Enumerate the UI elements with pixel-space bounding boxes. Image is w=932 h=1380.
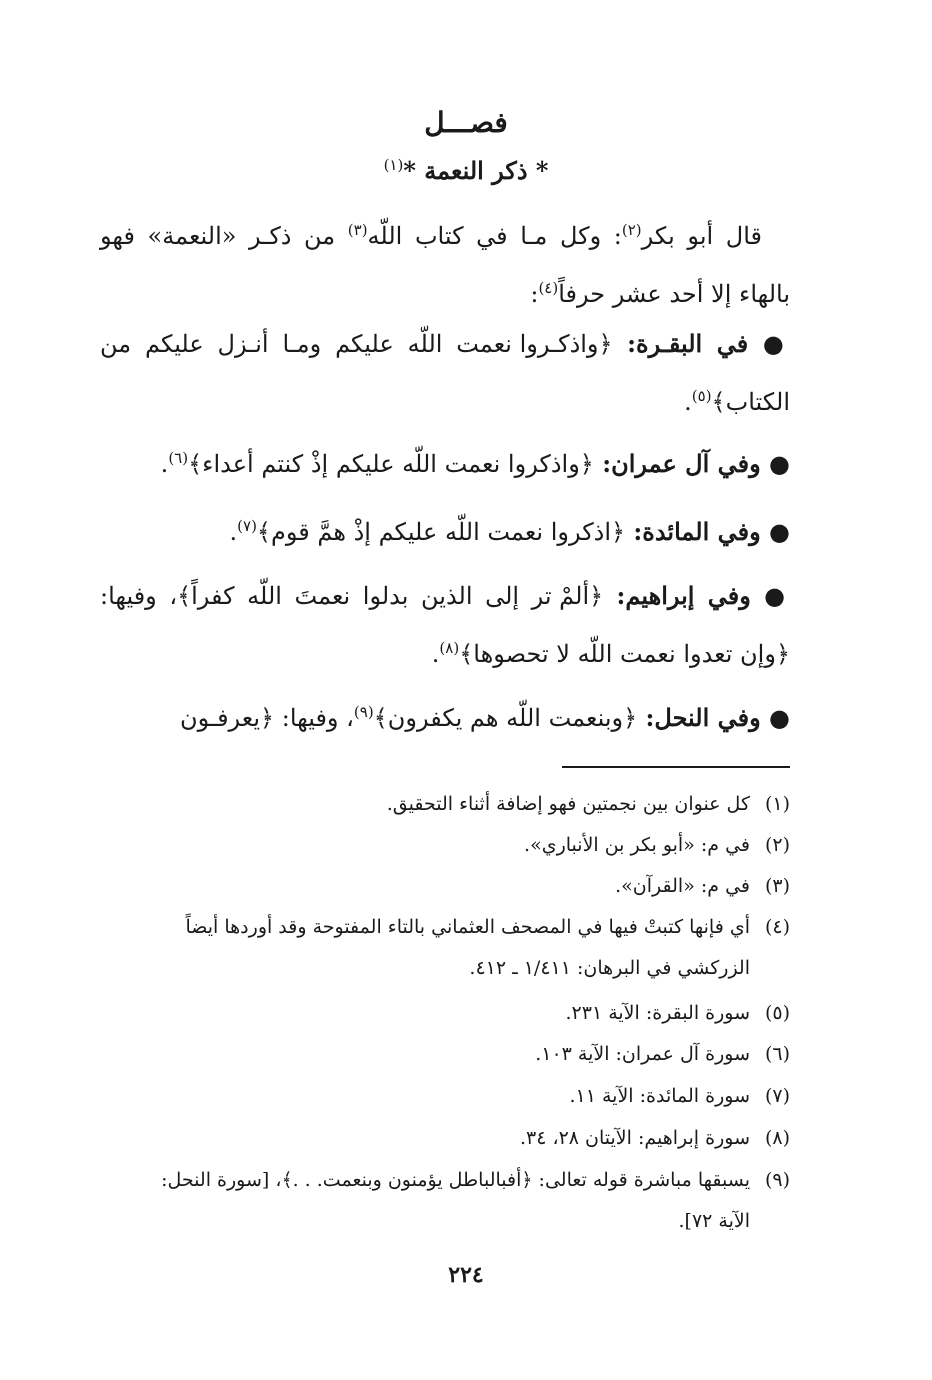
surah-label: ● وفي المائدة: <box>625 517 790 546</box>
footnote-4 <box>100 907 790 989</box>
chapter-title: فصـــل <box>424 106 508 139</box>
footnote-text: في م: «أبو بكر بن الأنباري». <box>524 834 750 856</box>
verse-text: ﴿اذكروا نعمت اللّه عليكم إذْ همَّ قوم﴾ <box>256 518 626 546</box>
section-subtitle <box>0 156 932 185</box>
footnote-text: سورة البقرة: الآية ٢٣١. <box>565 1002 750 1024</box>
footnote-continuation: الآية ٧٢]. <box>678 1210 750 1232</box>
footnote-ref[interactable]: (١) <box>383 156 404 174</box>
footnote-continuation: الزركشي في البرهان: ١/٤١١ ـ ٤١٢. <box>469 957 750 979</box>
footnote-text: أي فإنها كتبتْ فيها في المصحف العثماني بالتاء المفتوحة وقد أوردها أيضاً <box>185 916 750 938</box>
footnote-ref[interactable]: (٤) <box>538 279 559 297</box>
footnote-ref[interactable]: (٩) <box>353 703 374 721</box>
verse-tail: ، وفيها: ﴿يعرفـون <box>180 704 354 732</box>
surah-label: ● في البقـرة: <box>612 329 790 358</box>
verse-text: ﴿واذكـروا نعمت اللّه عليكم ومـا أنـزل عليكم من الكتاب﴾ <box>100 330 790 416</box>
surah-label: ● وفي آل عمران: <box>593 449 790 478</box>
footnote-text: كل عنوان بين نجمتين فهو إضافة أثناء التحقيق. <box>386 793 750 815</box>
footnote-7 <box>100 1076 790 1117</box>
footnote-number: (٦) <box>764 1043 790 1065</box>
intro-text-1: قال أبو بكر <box>641 222 763 250</box>
footnote-ref[interactable]: (٧) <box>237 517 257 535</box>
footnote-ref[interactable]: (٣) <box>347 221 368 239</box>
footnote-8 <box>100 1118 790 1159</box>
footnote-text: يسبقها مباشرة قوله تعالى: ﴿أفبالباطل يؤمنون وبنعمت. . .﴾، [سورة النحل: <box>161 1169 750 1191</box>
surah-label: ● وفي إبراهيم: <box>603 581 790 610</box>
intro-text-4: : <box>530 280 539 308</box>
verse-entry-ibrahim <box>100 570 790 680</box>
footnote-number: (٣) <box>764 875 790 897</box>
footnote-number: (١) <box>764 793 790 815</box>
footnote-5 <box>100 993 790 1034</box>
footnote-3 <box>100 866 790 907</box>
verse-tail: . <box>229 518 238 546</box>
footnote-text: في م: «القرآن». <box>615 875 750 897</box>
page-number: ٢٢٤ <box>448 1262 484 1288</box>
footnote-text: سورة آل عمران: الآية ١٠٣. <box>535 1043 750 1065</box>
verse-text: ﴿ألمْ تر إلى الذين بدلوا نعمتَ اللّه كفراً﴾، وفيها: ﴿وإن تعدوا نعمت اللّه لا تحصوها﴾ <box>100 582 790 668</box>
intro-paragraph <box>100 204 790 320</box>
footnote-number: (٧) <box>764 1085 790 1107</box>
footnote-number: (٩) <box>764 1169 790 1191</box>
footnote-ref[interactable]: (٢) <box>621 221 642 239</box>
surah-label: ● وفي النحل: <box>637 703 790 732</box>
verse-entry-nahl <box>100 686 790 744</box>
verse-text: ﴿وبنعمت اللّه هم يكفرون﴾ <box>373 704 638 732</box>
footnote-6 <box>100 1034 790 1075</box>
footnote-1 <box>100 784 790 825</box>
subtitle-text: * ذكر النعمة * <box>403 156 549 185</box>
footnote-text: سورة إبراهيم: الآيتان ٢٨، ٣٤. <box>519 1127 750 1149</box>
footnote-ref[interactable]: (٦) <box>168 449 189 467</box>
footnote-ref[interactable]: (٨) <box>439 639 460 657</box>
verse-text: ﴿واذكروا نعمت اللّه عليكم إذْ كنتم أعداء﴾ <box>188 450 594 478</box>
verse-tail: . <box>684 388 692 416</box>
verse-tail: . <box>160 450 169 478</box>
intro-text-3: من ذكـر «النعمة» فهو بالهاء إلا أحد عشر حرفاً <box>100 222 790 308</box>
footnote-separator <box>562 766 790 768</box>
footnote-2 <box>100 825 790 866</box>
footnote-number: (٥) <box>764 1002 790 1024</box>
footnote-9 <box>100 1160 790 1242</box>
footnote-text: سورة المائدة: الآية ١١. <box>569 1085 750 1107</box>
footnote-ref[interactable]: (٥) <box>691 387 712 405</box>
footnote-number: (٨) <box>764 1127 790 1149</box>
verse-entry-al-imran <box>100 432 790 490</box>
footnote-number: (٢) <box>764 834 790 856</box>
verse-tail: . <box>431 640 440 668</box>
intro-text-2: : وكل مـا في كتاب اللّه <box>367 222 622 250</box>
verse-entry-baqara <box>100 318 790 428</box>
footnote-number: (٤) <box>764 916 790 938</box>
verse-entry-maida <box>100 500 790 558</box>
